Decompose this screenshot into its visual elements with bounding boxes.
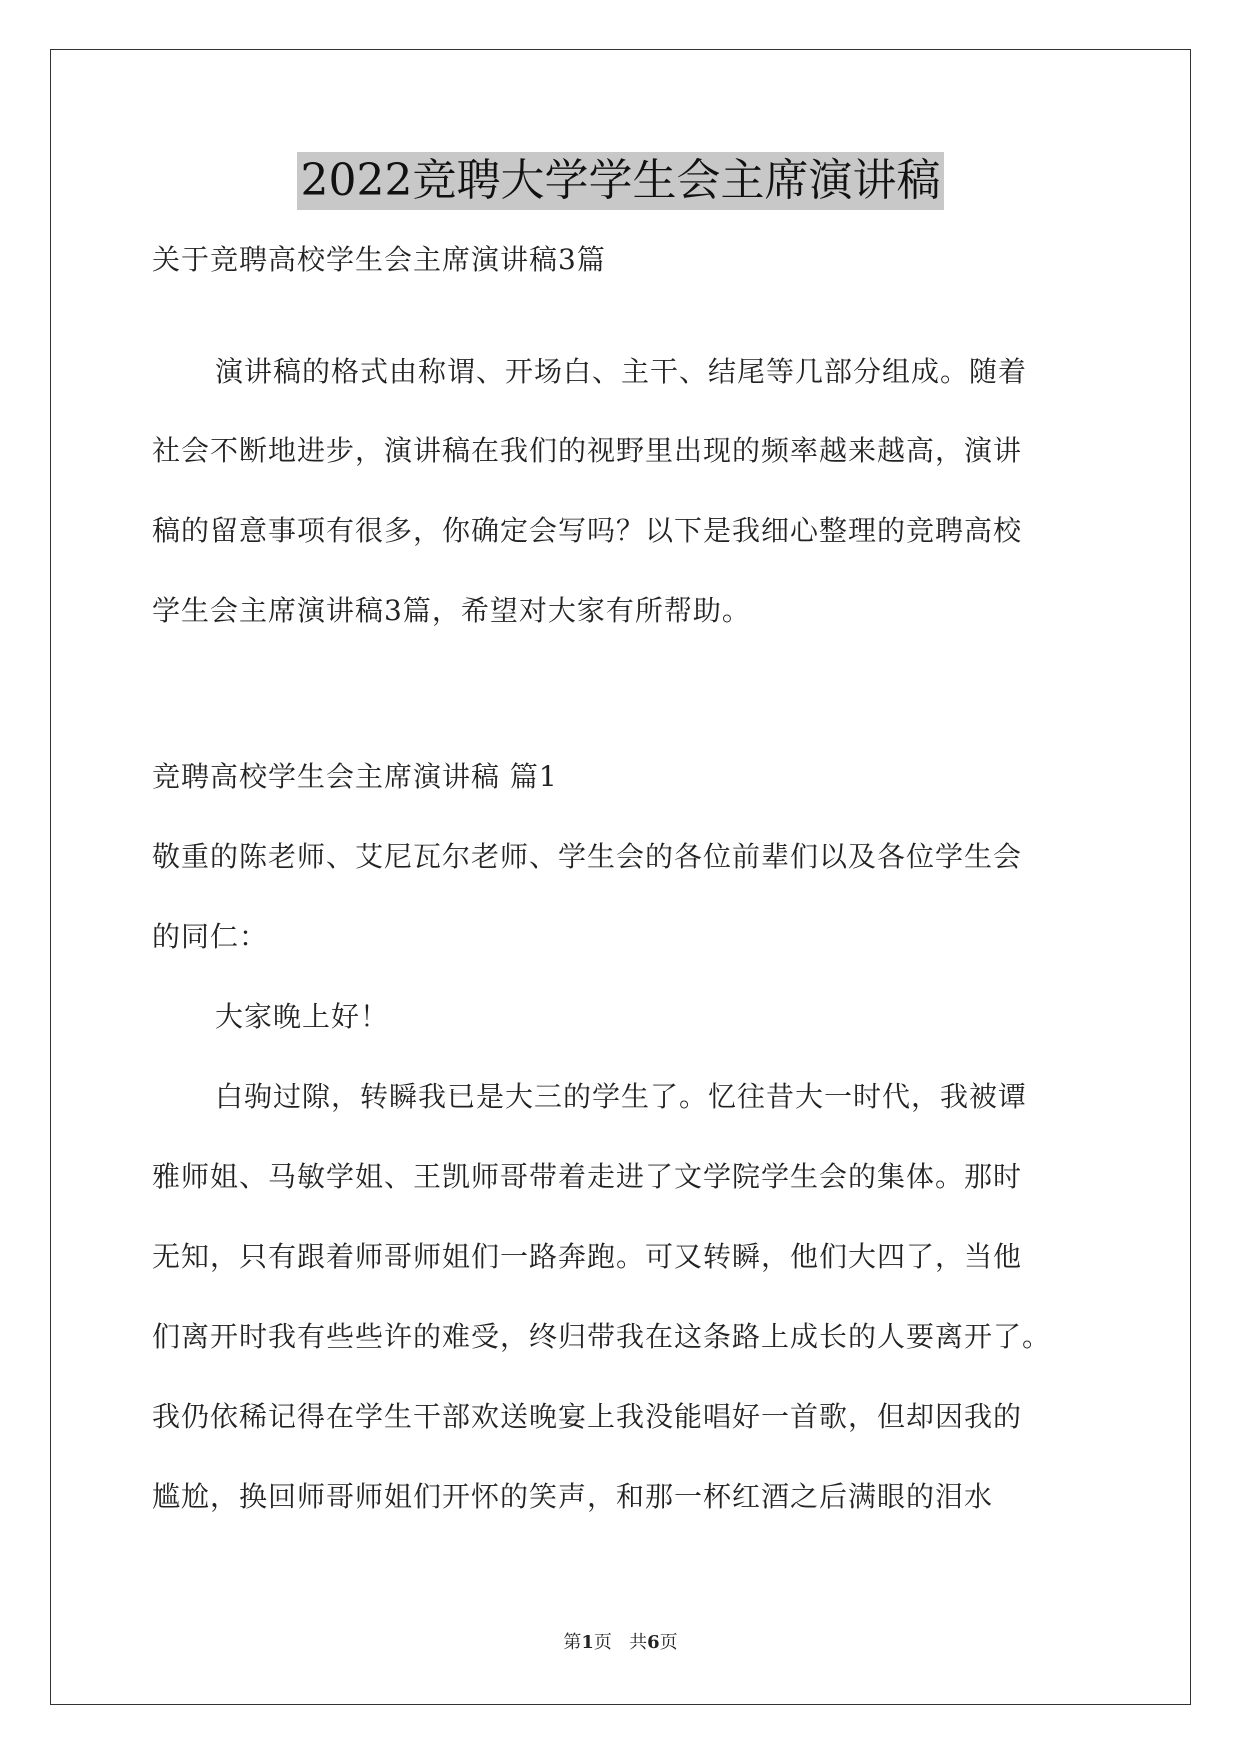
body-line-2: 雅师姐、马敏学姐、王凯师哥带着走进了文学院学生会的集体。那时 [152,1160,1023,1193]
intro-line-4: 学生会主席演讲稿3篇，希望对大家有所帮助。 [152,594,751,627]
body-line-4: 们离开时我有些些许的难受，终归带我在这条路上成长的人要离开了。 [152,1320,1052,1353]
salutation-line-2: 的同仁： [152,920,269,953]
intro-line-3: 稿的留意事项有很多，你确定会写吗？以下是我细心整理的竞聘高校 [152,514,1023,547]
total-pages: 6 [647,1632,660,1653]
body-line-3: 无知，只有跟着师哥师姐们一路奔跑。可又转瞬，他们大四了，当他 [152,1240,1023,1273]
page-border [50,49,1191,1705]
body-line-5: 我仍依稀记得在学生干部欢送晚宴上我没能唱好一首歌，但却因我的 [152,1400,1023,1433]
intro-line-2: 社会不断地进步，演讲稿在我们的视野里出现的频率越来越高，演讲 [152,434,1023,467]
title-container [0,152,1241,210]
page-number: 1 [581,1632,594,1653]
total-prefix: 共 [629,1632,648,1653]
document-title: 2022竞聘大学学生会主席演讲稿 [297,152,945,210]
intro-line-1: 演讲稿的格式由称谓、开场白、主干、结尾等几部分组成。随着 [215,355,1028,388]
salutation-line-1: 敬重的陈老师、艾尼瓦尔老师、学生会的各位前辈们以及各位学生会 [152,840,1023,873]
body-line-1: 白驹过隙，转瞬我已是大三的学生了。忆往昔大一时代，我被谭 [215,1080,1028,1113]
total-suffix: 页 [659,1632,678,1653]
page-footer [0,1630,1241,1656]
body-line-6: 尴尬，换回师哥师姐们开怀的笑声，和那一杯红酒之后满眼的泪水 [152,1480,994,1513]
page-prefix: 第 [563,1632,582,1653]
page-suffix: 页 [593,1632,612,1653]
subtitle: 关于竞聘高校学生会主席演讲稿3篇 [152,243,606,276]
greeting: 大家晚上好！ [215,1000,390,1033]
section-heading: 竞聘高校学生会主席演讲稿 篇1 [152,760,558,793]
